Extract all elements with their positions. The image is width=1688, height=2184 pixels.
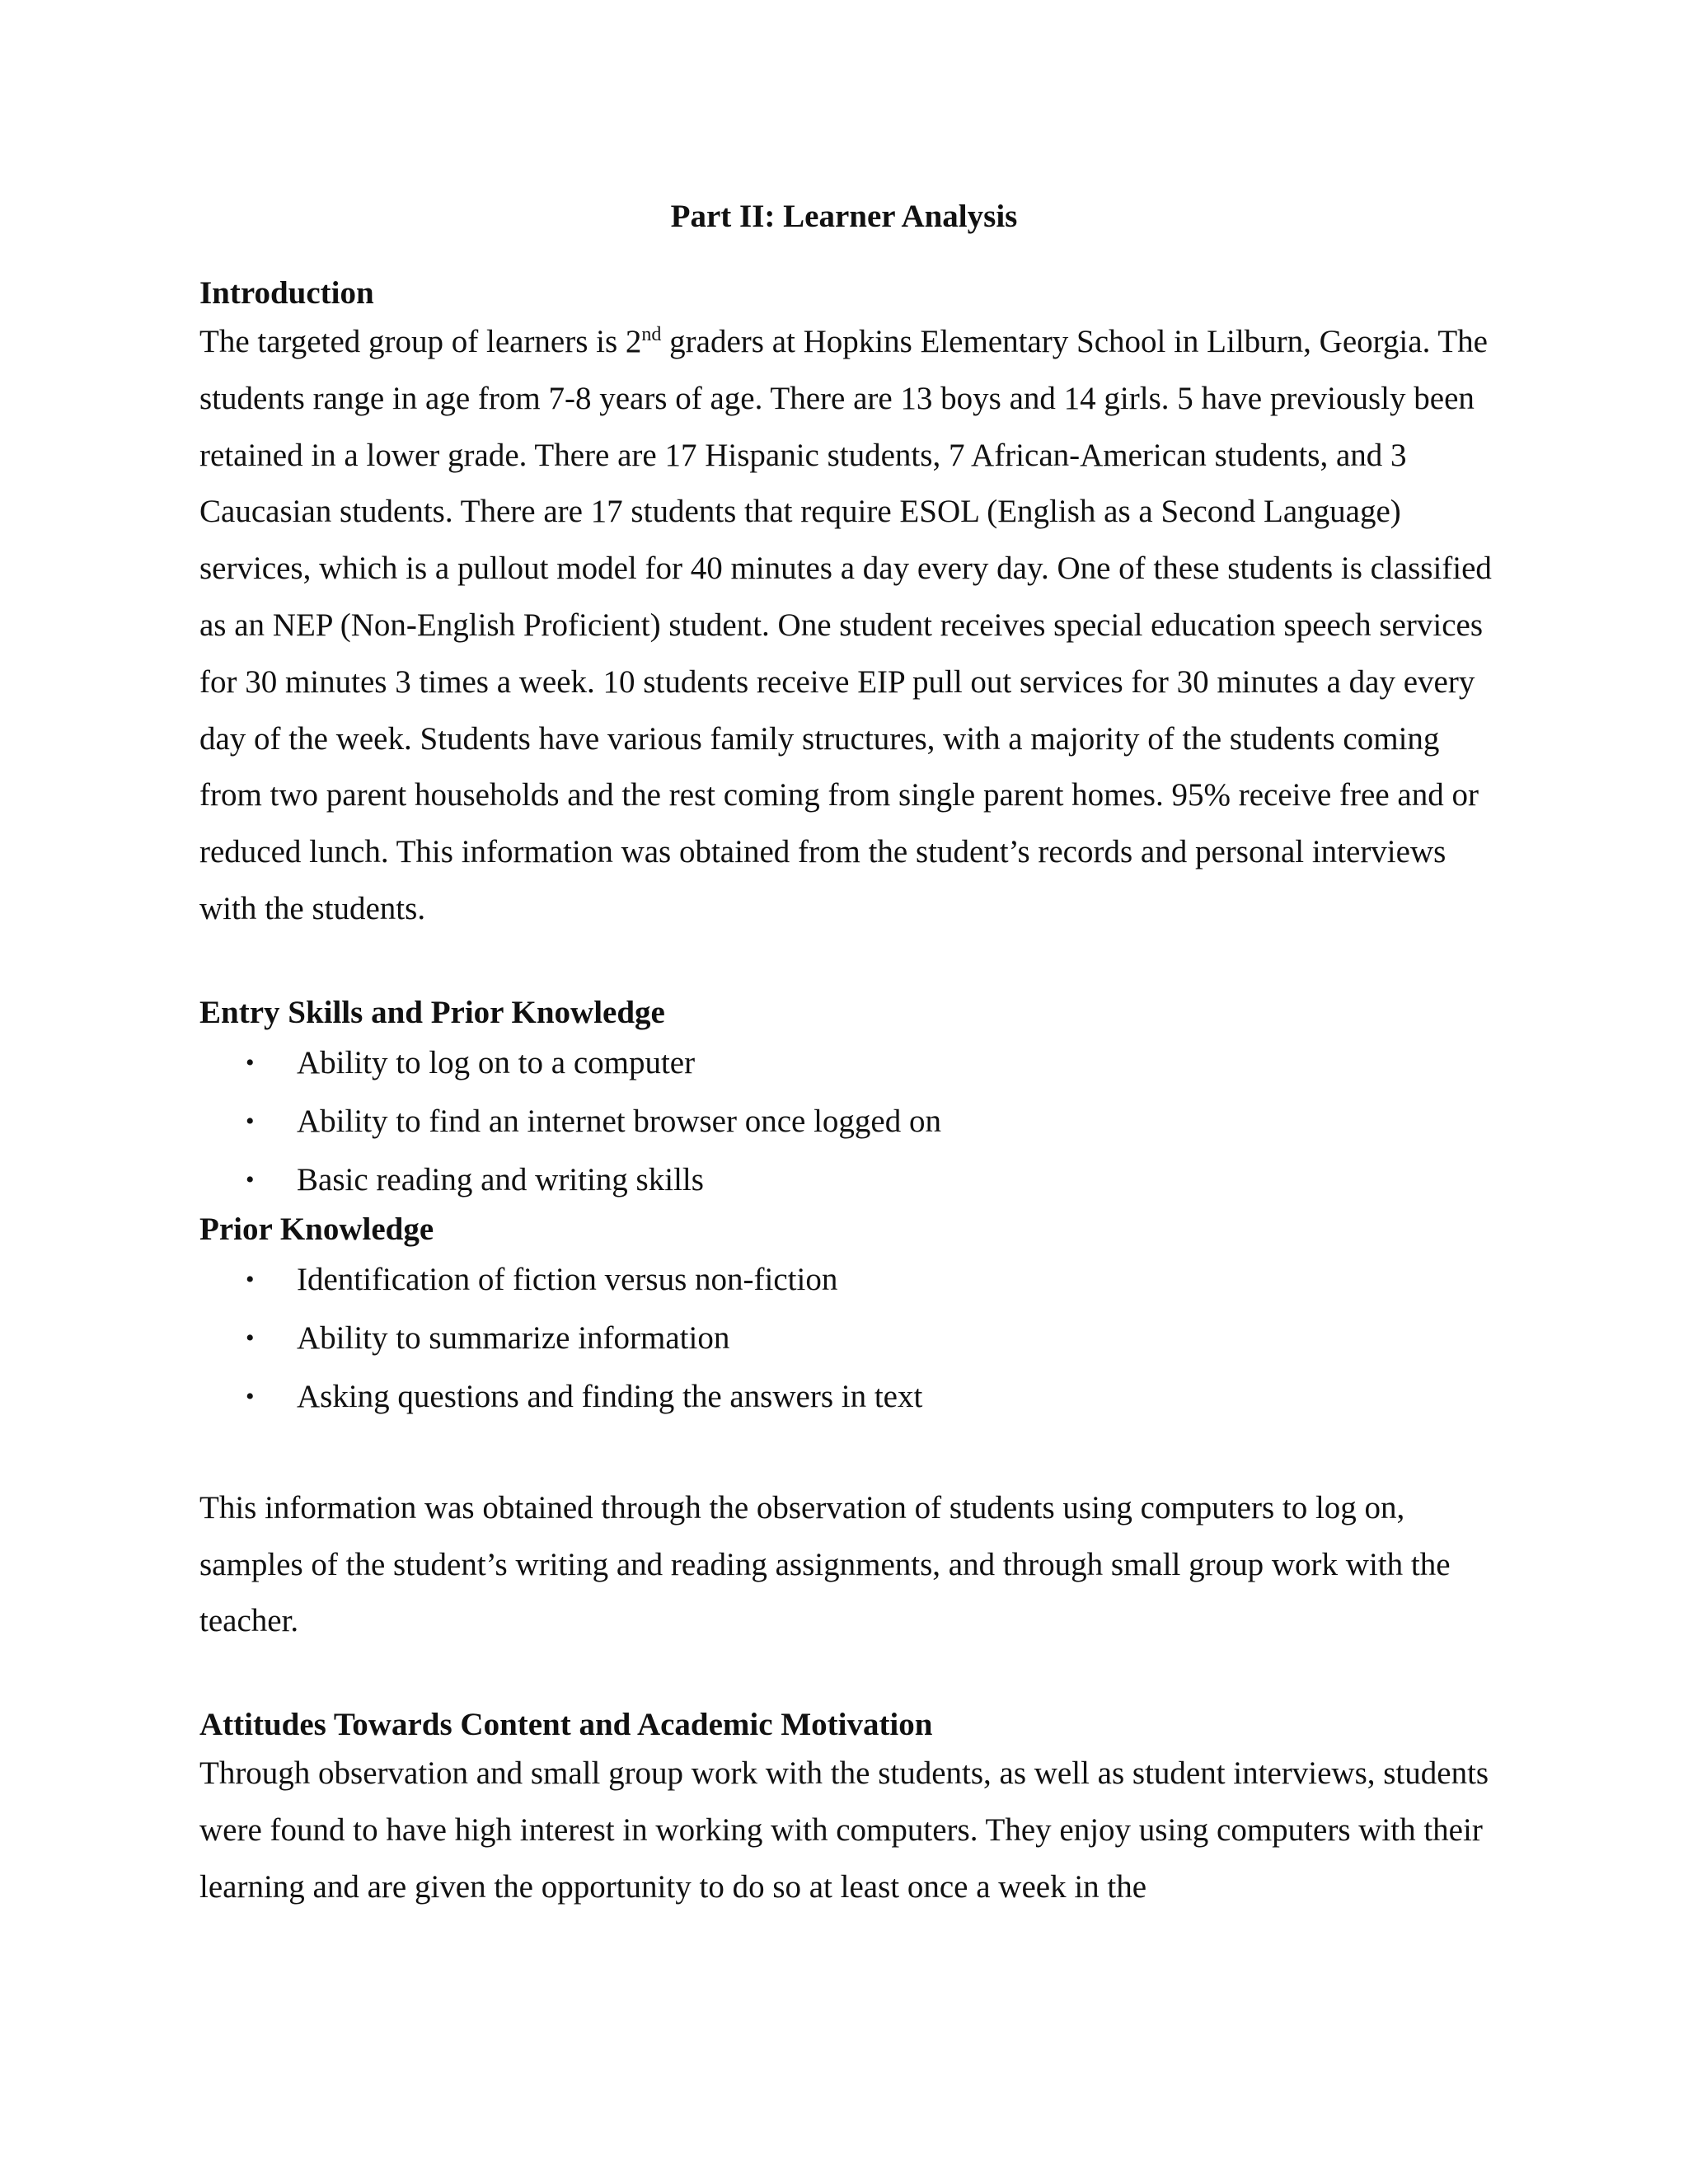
attitudes-paragraph: Through observation and small group work with the students, as well as student interviews, students were found to have high interest in working with computers. They enjoy using computers with their learning and are given the opportunity to do so at least once a week in the	[199, 1755, 1489, 1905]
list-item-text: Identification of fiction versus non-fiction	[297, 1261, 838, 1297]
bullet-icon: •	[246, 1265, 255, 1293]
bullet-icon: •	[246, 1382, 255, 1410]
list-item-text: Ability to log on to a computer	[297, 1044, 696, 1080]
list-item	[199, 1151, 1502, 1209]
introduction-text-rest: graders at Hopkins Elementary School in Lilburn, Georgia. The students range in age from 7-8 years of age. There are 13 boys and 14 girls. 5 have previously been retained in a lower grade. There are 17 Hispanic students, 7 African-American students, and 3 Caucasian students. There are 17 students that require ESOL (English as a Second Language) services, which is a pullout model for 40 minutes a day every day. One of these students is classified as an NEP (Non-English Proficient) student. One student receives special education speech services for 30 minutes 3 times a week. 10 students receive EIP pull out services for 30 minutes a day every day of the week. Students have various family structures, with a majority of the students coming from two parent households and the rest coming from single parent homes. 95% receive free and or reduced lunch. This information was obtained from the student’s records and personal interviews with the students.	[199, 324, 1492, 926]
attitudes-heading: Attitudes Towards Content and Academic Motivation	[199, 1707, 933, 1743]
entry-skills-heading: Entry Skills and Prior Knowledge	[199, 994, 665, 1030]
bullet-icon: •	[246, 1324, 255, 1352]
introduction-text-start: The targeted group of learners is 2	[199, 324, 642, 359]
list-item-text: Basic reading and writing skills	[297, 1161, 704, 1197]
observation-paragraph: This information was obtained through the observation of students using computers to log on, samples of the student’s writing and reading assignments, and through small group work with the teacher.	[199, 1489, 1451, 1639]
bullet-icon: •	[246, 1048, 255, 1076]
prior-knowledge-heading: Prior Knowledge	[199, 1211, 434, 1247]
document-body	[199, 273, 1502, 1916]
page-title: Part II: Learner Analysis	[670, 199, 1018, 234]
list-item	[199, 1092, 1502, 1151]
introduction-heading: Introduction	[199, 275, 374, 311]
entry-skills-list	[199, 1033, 1502, 1209]
ordinal-superscript: nd	[641, 324, 662, 345]
bullet-icon: •	[246, 1107, 255, 1135]
list-item	[199, 1033, 1502, 1092]
list-item	[199, 1367, 1502, 1426]
list-item	[199, 1250, 1502, 1309]
list-item-text: Ability to summarize information	[297, 1319, 730, 1356]
list-item-text: Ability to find an internet browser once logged on	[297, 1103, 941, 1139]
list-item	[199, 1309, 1502, 1367]
bullet-icon: •	[246, 1165, 255, 1193]
prior-knowledge-list	[199, 1250, 1502, 1426]
list-item-text: Asking questions and finding the answers in text	[297, 1378, 923, 1414]
introduction-paragraph	[199, 314, 1502, 938]
